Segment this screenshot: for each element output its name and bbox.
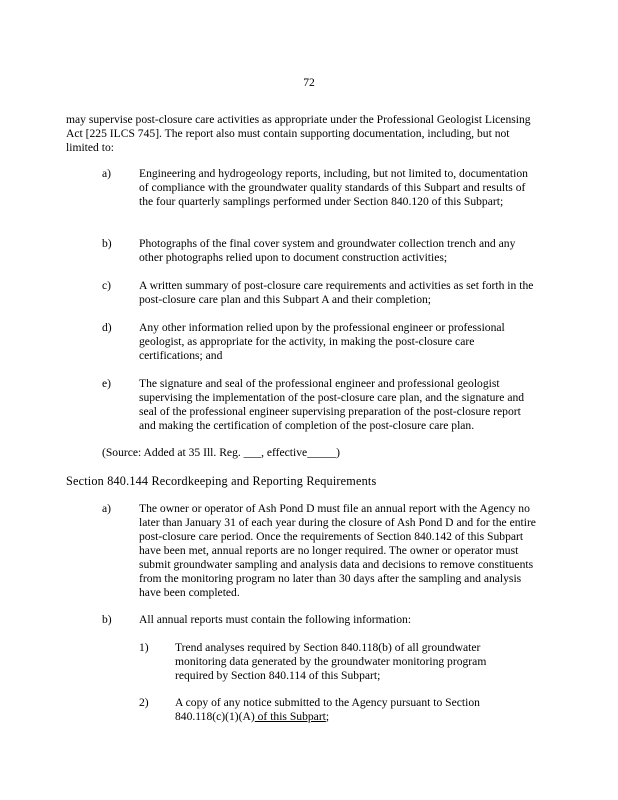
- list-item-text: The owner or operator of Ash Pond D must file an annual report with the Agency no later than January 31 of each year during the closure of Ash Pond D and for the entire post-closure care period. Once the requirements of Section 840.142 of this Subpart have been met, annual reports are no longer required. The owner or operator must submit groundwater sampling and analysis data and decisions to remove constituents from the monitoring program no later than 30 days after the sampling and analysis have been completed.: [139, 502, 536, 599]
- list-item-text: Engineering and hydrogeology reports, including, but not limited to, documentation of compliance with the groundwater quality standards of this Subpart and results of the four quarterly samplings performed under Section 840.120 of this Subpart;: [139, 167, 528, 208]
- sub-item-text-underlined: of this Subpart: [254, 710, 326, 723]
- sub-item-text: [175, 696, 515, 724]
- intro-paragraph: may supervise post-closure care activities as appropriate under the Professional Geologist Licensing Act [225 ILCS 745]. The report also must contain supporting documentation, including, but not limited to:: [66, 113, 531, 154]
- list-item-label: e): [102, 377, 112, 390]
- list-item-text: All annual reports must contain the following information:: [139, 613, 412, 626]
- sub-item-label: 2): [139, 696, 149, 709]
- page-number: 72: [303, 76, 315, 89]
- sub-item-text: Trend analyses required by Section 840.118(b) of all groundwater monitoring data generated by the groundwater monitoring program required by Section 840.114 of this Subpart;: [175, 641, 487, 682]
- list-item-text: Any other information relied upon by the professional engineer or professional geologist, as appropriate for the activity, in making the post-closure care certifications; and: [139, 321, 505, 362]
- list-item-label: d): [102, 321, 112, 334]
- sub-item-text-main: A copy of any notice submitted to the Agency pursuant to Section 840.118(c)(1)(A): [175, 696, 480, 723]
- list-item-label: a): [102, 502, 112, 515]
- list-item-label: a): [102, 167, 112, 180]
- list-item-text: The signature and seal of the professional engineer and professional geologist supervising the implementation of the post-closure care plan, and the signature and seal of the professional engineer supervising preparation of the post-closure report and making the certification of completion of the post-closure care plan.: [139, 377, 525, 432]
- list-item-label: b): [102, 237, 112, 250]
- sub-item-label: 1): [139, 641, 149, 654]
- list-item-text: A written summary of post-closure care requirements and activities as set forth in the post-closure care plan and this Subpart A and their completion;: [139, 279, 534, 306]
- list-item-label: b): [102, 613, 112, 626]
- list-item-label: c): [102, 279, 112, 292]
- section-heading: Section 840.144 Recordkeeping and Reporting Requirements: [66, 474, 377, 488]
- list-item-text: Photographs of the final cover system and groundwater collection trench and any other photographs relied upon to document construction activities;: [139, 237, 516, 264]
- source-note: (Source: Added at 35 Ill. Reg. ___, effective_____): [102, 446, 341, 459]
- sub-item-text-end: ;: [325, 710, 330, 723]
